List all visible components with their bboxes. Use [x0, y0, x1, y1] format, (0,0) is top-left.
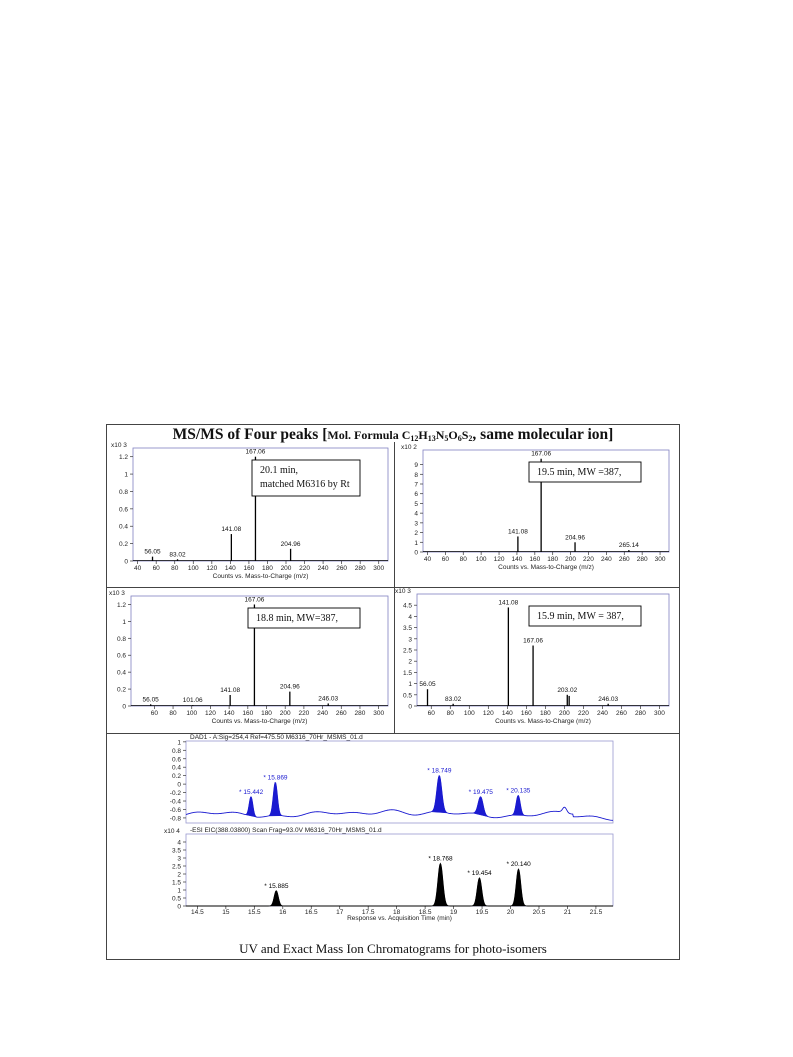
ms2-annotation-text: 19.5 min, MW =387,: [537, 467, 622, 478]
ms2-xtick-label: 80: [459, 556, 467, 563]
eic-xtick-label: 18: [393, 909, 401, 916]
ms1-x-axis-label: Counts vs. Mass-to-Charge (m/z): [212, 573, 309, 580]
ms2-ytick-label: 2: [414, 530, 418, 538]
ms1-ytick-label: 0: [124, 558, 128, 566]
eic-xtick-label: 20: [506, 909, 515, 916]
title-sub-s: 2: [468, 434, 473, 443]
chart-ms2: [401, 444, 669, 571]
eic-xtick-label: 21: [563, 909, 572, 916]
ms1-peak-label: 56.05: [144, 548, 161, 556]
ms4-xtick-label: 300: [654, 710, 665, 717]
ms1-xtick-label: 240: [317, 565, 329, 572]
ms1-xtick-label: 220: [299, 565, 310, 572]
uv-ytick-label: -0.8: [169, 815, 181, 823]
ms2-ytick-label: 6: [414, 491, 418, 499]
ms2-peak-label: 265.14: [618, 542, 639, 550]
uv-peak-label: * 18.749: [427, 767, 452, 775]
ms4-ytick-label: 1: [408, 681, 412, 689]
ms2-ytick-label: 0: [414, 549, 418, 557]
ms1-ytick-label: 0.8: [118, 488, 128, 496]
ms3-xtick-label: 280: [354, 710, 366, 717]
ms4-ytick-label: 3: [408, 636, 412, 644]
ms2-xtick-label: 120: [493, 556, 505, 563]
ms2-ytick-label: 9: [414, 462, 418, 470]
uv-ytick-label: -0.4: [169, 798, 181, 806]
eic-peak-label: * 19.454: [467, 870, 492, 877]
ms1-xtick-label: 40: [134, 565, 142, 572]
title-sub-h: 13: [427, 434, 436, 443]
ms2-y-multiplier: x10 2: [401, 444, 417, 451]
eic-ytick-label: 3: [177, 855, 181, 863]
eic-ytick-label: 3.5: [171, 847, 181, 855]
ms3-y-multiplier: x10 3: [109, 590, 125, 597]
ms2-xtick-label: 220: [583, 556, 594, 563]
figure-frame: [106, 424, 680, 960]
ms4-xtick-label: 240: [597, 710, 608, 717]
ms4-annotation-text: 15.9 min, MW = 387,: [537, 611, 624, 622]
chart-ms3: [109, 590, 388, 725]
title-sub-n: 5: [444, 434, 449, 443]
ms3-xtick-label: 60: [150, 710, 158, 717]
eic-plot-area: [186, 834, 613, 906]
ms1-xtick-label: 80: [171, 565, 179, 572]
eic-ytick-label: 1: [177, 887, 181, 895]
uv-peak-label: * 20.135: [506, 787, 531, 795]
ms3-xtick-label: 200: [279, 710, 291, 717]
plots-group: [109, 442, 669, 922]
ms4-xtick-label: 200: [558, 710, 570, 717]
eic-xtick-label: 17.5: [361, 909, 375, 916]
ms2-xtick-label: 40: [423, 556, 432, 563]
chart-ms1: [111, 442, 388, 580]
title-main: MS/MS of Four peaks [: [172, 426, 328, 443]
ms4-y-multiplier: x10 3: [395, 588, 411, 595]
ms3-xtick-label: 140: [223, 710, 235, 717]
ms3-xtick-label: 300: [373, 710, 385, 717]
ms4-xtick-label: 140: [501, 710, 513, 717]
ms3-ytick-label: 0.4: [116, 669, 126, 677]
eic-peak-label: * 20.140: [506, 861, 531, 869]
ms4-ytick-label: 0.5: [402, 692, 412, 700]
eic-xtick-label: 16: [279, 909, 287, 916]
ms3-ytick-label: 0: [122, 703, 126, 711]
ms1-ytick-label: 0.4: [118, 523, 128, 531]
ms2-xtick-label: 180: [547, 556, 559, 563]
ms2-peak-label: 141.08: [507, 528, 528, 536]
uv-trace-label: DAD1 - A:Sig=254,4 Ref=475.50 M6316_70Hr_MSMS_01.d: [190, 734, 363, 741]
uv-ytick-label: 0.8: [171, 747, 181, 755]
eic-ytick-label: 4: [177, 839, 181, 847]
ms4-x-axis-label: Counts vs. Mass-to-Charge (m/z): [495, 718, 591, 725]
ms1-y-multiplier: x10 3: [111, 442, 127, 449]
ms1-annotation-text: 20.1 min,: [260, 465, 299, 476]
ms2-xtick-label: 100: [475, 556, 487, 563]
ms4-ytick-label: 4: [408, 613, 412, 621]
figure-svg: [106, 424, 680, 960]
ms3-x-axis-label: Counts vs. Mass-to-Charge (m/z): [211, 718, 308, 725]
title-formula: Mol. Formula $C_{12}H_{13}N_5O_6S_2$: [327, 428, 473, 443]
eic-ytick-label: 1.5: [171, 879, 181, 887]
eic-xtick-label: 18.5: [418, 909, 432, 916]
ms4-ytick-label: 2.5: [402, 647, 412, 655]
ms4-ytick-label: 4.5: [402, 602, 412, 610]
ms2-xtick-label: 300: [654, 556, 666, 563]
title-tail: , same molecular ion]: [472, 426, 614, 443]
figure-caption: UV and Exact Mass Ion Chromatograms for photo-isomers: [239, 941, 547, 956]
figure-title: [106, 426, 680, 444]
eic-peak-fill: [473, 878, 487, 906]
ms2-xtick-label: 240: [600, 556, 612, 563]
ms3-ytick-label: 1.2: [116, 601, 126, 609]
uv-peak-label: * 19.475: [468, 788, 493, 796]
eic-ytick-label: 2: [177, 871, 181, 879]
eic-trace-label: -ESI EIC(388.03800) Scan Frag=93.0V M6316_70Hr_MSMS_01.d: [190, 827, 382, 834]
ms2-ytick-label: 3: [414, 520, 418, 528]
ms4-xtick-label: 60: [427, 710, 435, 717]
eic-x-axis-label: Response vs. Acquisition Time (min): [347, 915, 452, 922]
eic-xtick-label: 15.5: [247, 909, 261, 916]
eic-xtick-label: 20.5: [532, 909, 546, 916]
ms2-xtick-label: 280: [636, 556, 648, 563]
eic-xtick-label: 19.5: [475, 909, 489, 916]
ms4-xtick-label: 80: [446, 710, 454, 717]
ms3-xtick-label: 100: [186, 710, 198, 717]
ms1-xtick-label: 300: [373, 565, 385, 572]
ms4-xtick-label: 120: [482, 710, 494, 717]
ms4-peak-label: 141.08: [498, 599, 519, 607]
ms1-xtick-label: 120: [206, 565, 218, 572]
ms2-peak-label: 167.06: [531, 450, 552, 458]
eic-ytick-label: 2.5: [171, 863, 181, 871]
ms3-peak-label: 246.03: [318, 695, 339, 703]
eic-xtick-label: 15: [222, 909, 230, 916]
uv-peak-label: * 15.869: [263, 774, 288, 782]
ms1-xtick-label: 60: [152, 565, 160, 572]
uv-ytick-label: 0.6: [171, 756, 181, 764]
ms2-xtick-label: 160: [529, 556, 541, 563]
ms3-ytick-label: 0.8: [116, 635, 126, 643]
ms3-xtick-label: 220: [298, 710, 310, 717]
eic-peak-label: * 15.885: [264, 882, 289, 890]
eic-peak-fill: [433, 864, 448, 906]
eic-peak-fill: [512, 869, 526, 906]
ms3-annotation-text: 18.8 min, MW=387,: [256, 613, 339, 624]
ms3-xtick-label: 180: [261, 710, 272, 717]
eic-ytick-label: 0: [177, 903, 181, 911]
chart-eic: [164, 827, 613, 922]
eic-y-multiplier: x10 4: [164, 828, 180, 835]
ms3-xtick-label: 80: [169, 710, 177, 717]
ms2-x-axis-label: Counts vs. Mass-to-Charge (m/z): [498, 564, 594, 571]
ms3-xtick-label: 160: [242, 710, 254, 717]
outer-border: [107, 425, 680, 960]
ms1-peak-label: 141.08: [221, 526, 242, 534]
ms4-peak-label: 203.02: [557, 686, 578, 694]
ms1-xtick-label: 140: [224, 565, 236, 572]
ms4-xtick-label: 100: [463, 710, 475, 717]
ms4-xtick-label: 220: [577, 710, 589, 717]
chart-uv: [170, 734, 613, 823]
uv-ytick-label: 0.2: [171, 773, 181, 781]
uv-peak-label: * 15.442: [239, 788, 264, 796]
ms1-xtick-label: 260: [336, 565, 348, 572]
ms4-peak-label: 167.06: [523, 637, 544, 645]
ms1-peak-label: 83.02: [169, 551, 186, 559]
ms4-ytick-label: 3.5: [402, 625, 412, 633]
ms3-xtick-label: 240: [317, 710, 329, 717]
eic-xtick-label: 17: [336, 909, 344, 916]
ms3-peak-label: 101.06: [182, 697, 203, 705]
ms1-xtick-label: 160: [243, 565, 255, 572]
ms3-ytick-label: 0.6: [116, 652, 126, 660]
ms2-ytick-label: 1: [414, 539, 418, 547]
title-formula-label: Mol. Formula C: [327, 428, 411, 442]
eic-xtick-label: 19: [449, 909, 458, 916]
ms4-ytick-label: 1.5: [402, 669, 412, 677]
ms2-xtick-label: 200: [565, 556, 577, 563]
eic-xtick-label: 14.5: [191, 909, 204, 916]
uv-ytick-label: -0.6: [169, 806, 181, 814]
ms4-ytick-label: 2: [408, 658, 412, 666]
ms2-xtick-label: 260: [618, 556, 630, 563]
ms4-xtick-label: 180: [539, 710, 551, 717]
ms4-xtick-label: 280: [635, 710, 646, 717]
ms1-peak-label: 167.06: [245, 448, 266, 456]
eic-xtick-label: 21.5: [589, 909, 603, 916]
eic-trace-line: [186, 864, 613, 906]
ms1-ytick-label: 1.2: [118, 454, 128, 462]
ms3-peak-label: 204.96: [279, 683, 300, 691]
ms4-peak-label: 83.02: [445, 695, 462, 703]
ms2-xtick-label: 60: [441, 556, 449, 563]
ms3-peak-label: 141.08: [220, 687, 241, 694]
ms3-xtick-label: 260: [335, 710, 347, 717]
ms2-ytick-label: 8: [414, 471, 418, 479]
ms1-peak-label: 204.96: [280, 540, 301, 548]
ms2-ytick-label: 7: [414, 481, 418, 489]
ms4-xtick-label: 160: [520, 710, 532, 717]
eic-xtick-label: 16.5: [304, 909, 318, 916]
uv-ytick-label: 0: [177, 781, 181, 789]
eic-peak-label: * 18.768: [428, 855, 453, 863]
title-sub-c: 12: [410, 434, 419, 443]
ms1-annotation-text: matched M6316 by Rt: [260, 479, 350, 490]
uv-ytick-label: 0.4: [171, 764, 181, 772]
ms3-peak-label: 56.05: [142, 696, 159, 704]
ms4-peak-label: 56.05: [419, 681, 436, 689]
eic-ytick-label: 0.5: [171, 895, 181, 903]
ms3-ytick-label: 0.2: [116, 686, 126, 694]
ms4-xtick-label: 260: [616, 710, 627, 717]
chart-ms4: [395, 588, 669, 725]
ms4-ytick-label: 0: [408, 703, 412, 711]
ms2-ytick-label: 4: [414, 510, 418, 518]
ms3-ytick-label: 1: [122, 618, 126, 626]
ms3-xtick-label: 120: [205, 710, 216, 717]
ms2-xtick-label: 140: [511, 556, 523, 563]
ms1-ytick-label: 1: [124, 471, 128, 479]
ms1-ytick-label: 0.2: [118, 541, 128, 549]
ms1-xtick-label: 280: [354, 565, 366, 572]
uv-ytick-label: -0.2: [169, 790, 181, 798]
ms2-ytick-label: 5: [414, 500, 418, 508]
ms1-xtick-label: 200: [280, 565, 292, 572]
ms1-ytick-label: 0.6: [118, 506, 128, 514]
uv-ytick-label: 1: [177, 739, 181, 747]
ms2-peak-label: 204.96: [565, 534, 585, 542]
ms3-peak-label: 167.06: [244, 596, 265, 604]
ms1-xtick-label: 180: [262, 565, 273, 572]
ms4-peak-label: 246.03: [598, 695, 619, 703]
title-sub-o: 6: [457, 434, 462, 443]
ms1-xtick-label: 100: [187, 565, 199, 572]
